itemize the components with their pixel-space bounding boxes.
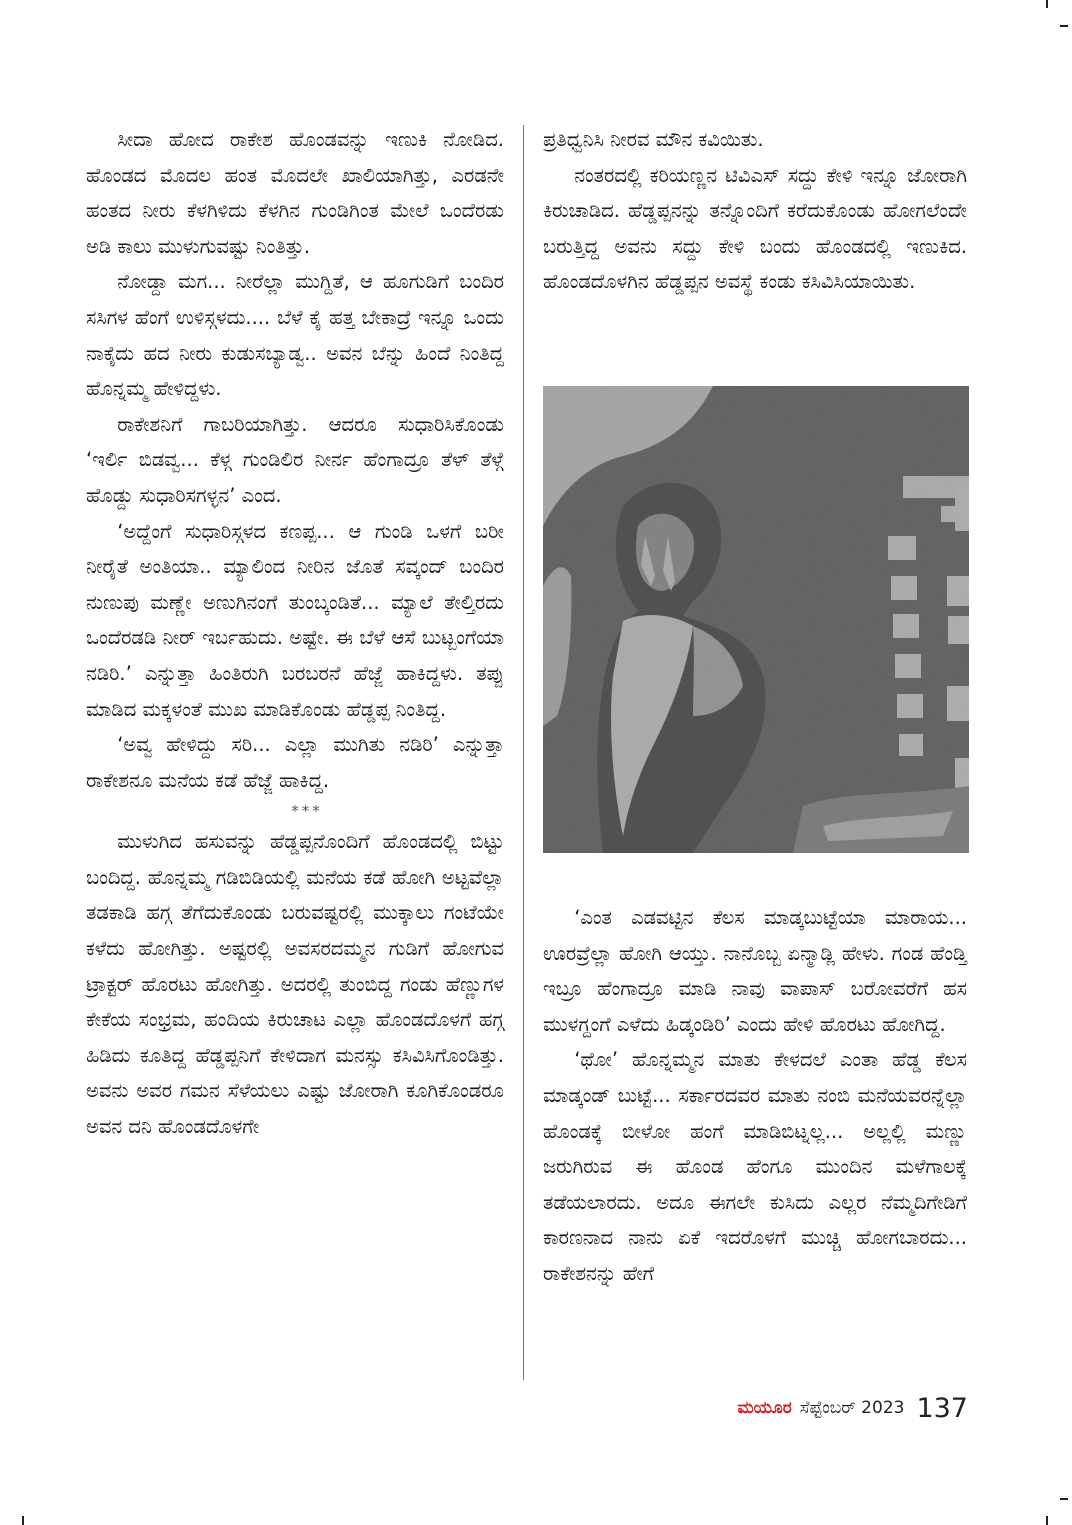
crop-mark-bottom-right [1046,1516,1048,1525]
paragraph: ನಂತರದಲ್ಲಿ ಕರಿಯಣ್ಣನ ಟಿವಿಎಸ್ ಸದ್ದು ಕೇಳಿ ಇನ್ನೂ ಜೋರಾಗಿ ಕಿರುಚಾಡಿದ. ಹೆಡ್ಡಪ್ಪನನ್ನು ತನ್ನೊಂದಿಗೆ ಕರೆದುಕೊಂಡು ಹೋಗಲೆಂದೇ ಬರುತ್ತಿದ್ದ ಅವನು ಸದ್ದು ಕೇಳಿ ಬಂದು ಹೊಂಡದಲ್ಲಿ ಇಣುಕಿದ. ಹೊಂಡದೊಳಗಿನ ಹೆಡ್ಡಪ್ಪನ ಅವಸ್ಥೆ ಕಂಡು ಕಸಿವಿಸಿಯಾಯಿತು. [543,163,967,294]
magazine-logo: ಮಯೂರ [737,1398,792,1418]
paragraph-continued: ಪ್ರತಿಧ್ವನಿಸಿ ನೀರವ ಮೌನ ಕವಿಯಿತು. [543,128,764,151]
paragraph: ಮುಳುಗಿದ ಹಸುವನ್ನು ಹೆಡ್ಡಪ್ಪನೊಂದಿಗೆ ಹೊಂಡದಲ್ಲಿ ಬಿಟ್ಟು ಬಂದಿದ್ದ. ಹೊನ್ನಮ್ಮ ಗಡಿಬಿಡಿಯಲ್ಲಿ ಮನೆಯ ಕಡೆ ಹೋಗಿ ಅಟ್ಟವೆಲ್ಲಾ ತಡಕಾಡಿ ಹಗ್ಗ ತೆಗೆದುಕೊಂಡು ಬರುವಷ್ಟರಲ್ಲಿ ಮುಕ್ಕಾಲು ಗಂಟೆಯೇ ಕಳೆದು ಹೋಗಿತ್ತು. ಅಷ್ಟರಲ್ಲಿ ಅವಸರದಮ್ಮನ ಗುಡಿಗೆ ಹೋಗುವ ಟ್ರಾಕ್ಟರ್ ಹೊರಟು ಹೋಗಿತ್ತು. ಅದರಲ್ಲಿ ತುಂಬಿದ್ದ ಗಂಡು ಹೆಣ್ಣುಗಳ ಕೇಕೆಯ ಸಂಭ್ರಮ, ಹಂದಿಯ ಕಿರುಚಾಟ ಎಲ್ಲಾ ಹೊಂಡದೊಳಗೆ ಹಗ್ಗ ಹಿಡಿದು ಕೂತಿದ್ದ ಹೆಡ್ಡಪ್ಪನಿಗೆ ಕೇಳಿದಾಗ ಮನಸ್ಸು ಕಸಿವಿಸಿಗೊಂಡಿತ್ತು. ಅವನು ಅವರ ಗಮನ ಸೆಳೆಯಲು ಎಷ್ಟು ಜೋರಾಗಿ ಕೂಗಿಕೊಂಡರೂ ಅವನ ದನಿ ಹೊಂಡದೊಳಗೇ [86,830,504,1139]
crop-mark-right-lower [1060,1498,1068,1500]
paragraph: ಸೀದಾ ಹೋದ ರಾಕೇಶ ಹೊಂಡವನ್ನು ಇಣುಕಿ ನೋಡಿದ. ಹೊಂಡದ ಮೊದಲ ಹಂತ ಮೊದಲೇ ಖಾಲಿಯಾಗಿತ್ತು, ಎರಡನೇ ಹಂತದ ನೀರು ಕೆಳಗಿಳಿದು ಕೆಳಗಿನ ಗುಂಡಿಗಿಂತ ಮೇಲೆ ಒಂದೆರಡು ಅಡಿ ಕಾಲು ಮುಳುಗುವಷ್ಟು ನಿಂತಿತ್ತು. [86,128,504,258]
right-column-top [543,122,967,300]
crop-mark-bottom-left [22,1516,24,1525]
page-number: 137 [916,1392,968,1424]
right-column-bottom [543,900,967,1292]
paragraph: ‘ಥೋ’ ಹೊನ್ನಮ್ಮನ ಮಾತು ಕೇಳದಲೆ ಎಂತಾ ಹೆಡ್ಡ ಕೆಲಸ ಮಾಡ್ಕಂಡ್ ಬುಟ್ಟೆ... ಸರ್ಕಾರದವರ ಮಾತು ನಂಬಿ ಮನೆಯವರನ್ನೆಲ್ಲಾ ಹೊಂಡಕ್ಕೆ ಬೀಳೋ ಹಂಗೆ ಮಾಡಿಬಿಟ್ನಲ್ಲ... ಅಲ್ಲಲ್ಲಿ ಮಣ್ಣು ಜರುಗಿರುವ ಈ ಹೊಂಡ ಹೆಂಗೂ ಮುಂದಿನ ಮಳೆಗಾಲಕ್ಕೆ ತಡೆಯಲಾರದು. ಅದೂ ಈಗಲೇ ಕುಸಿದು ಎಲ್ಲರ ನೆಮ್ಮದಿಗೇಡಿಗೆ ಕಾರಣನಾದ ನಾನು ಏಕೆ ಇದರೊಳಗೆ ಮುಚ್ಚಿ ಹೋಗಬಾರದು... ರಾಕೇಶನನ್ನು ಹೇಗೆ [543,1048,967,1285]
story-illustration [543,386,969,853]
section-separator: *** [291,802,323,821]
paragraph: ‘ಅವ್ವ ಹೇಳಿದ್ದು ಸರಿ... ಎಲ್ಲಾ ಮುಗಿತು ನಡಿರಿ’ ಎನ್ನುತ್ತಾ ರಾಕೇಶನೂ ಮನೆಯ ಕಡೆ ಹೆಜ್ಜೆ ಹಾಕಿದ್ದ. [86,733,504,792]
crop-mark-right-upper [1060,25,1068,27]
page-footer [706,1388,968,1428]
paragraph: ‘ಅದ್ದೆಂಗೆ ಸುಧಾರಿಸ್ಗಳದ ಕಣಪ್ಪ... ಆ ಗುಂಡಿ ಒಳಗೆ ಬರೀ ನೀರೈತೆ ಅಂತಿಯಾ.. ಮ್ಯಾಲಿಂದ ನೀರಿನ ಜೊತೆ ಸವ್ಕಂದ್ ಬಂದಿರ ನುಣುಪು ಮಣ್ಣೇ ಅಣುಗಿನಂಗೆ ತುಂಬ್ಕಂಡಿತೆ... ಮ್ಯಾಲೆ ತೇಲ್ತಿರದು ಒಂದೆರಡಡಿ ನೀರ್ ಇರ್ಬಹುದು. ಅಷ್ಟೇ. ಈ ಬೆಳೆ ಆಸೆ ಬುಟ್ಬಂಗೆಯಾ ನಡಿರಿ.’ ಎನ್ನುತ್ತಾ ಹಿಂತಿರುಗಿ ಬರಬರನೆ ಹೆಜ್ಜೆ ಹಾಕಿದ್ದಳು. ತಪ್ಪು ಮಾಡಿದ ಮಕ್ಕಳಂತೆ ಮುಖ ಮಾಡಿಕೊಂಡು ಹೆಡ್ಡಪ್ಪ ನಿಂತಿದ್ದ. [86,519,504,721]
issue-date: ಸೆಪ್ಟೆಂಬರ್ 2023 [799,1398,905,1418]
crop-mark-top-right [1046,0,1048,8]
column-divider [523,125,524,1380]
paragraph: ರಾಕೇಶನಿಗೆ ಗಾಬರಿಯಾಗಿತ್ತು. ಆದರೂ ಸುಧಾರಿಸಿಕೊಂಡು ‘ಇರ್ಲಿ ಬಿಡವ್ವ... ಕೆಳ್ಗ ಗುಂಡಿಲಿರ ನೀರ್ನ ಹೆಂಗಾದ್ರೂ ತೆಳ್ ತೆಳ್ಗೆ ಹೊಡ್ದು ಸುಧಾರಿಸಗಳ್ಳನ’ ಎಂದ. [86,412,504,507]
left-column [86,122,504,1145]
paragraph: ನೋಡ್ದಾ ಮಗ... ನೀರೆಲ್ಲಾ ಮುಗ್ದಿತೆ, ಆ ಹೂಗುಡಿಗೆ ಬಂದಿರ ಸಸಿಗಳ ಹೆಂಗೆ ಉಳಿಸ್ಗಳದು.... ಬೆಳೆ ಕೈ ಹತ್ತ ಬೇಕಾದ್ರೆ ಇನ್ನೂ ಒಂದು ನಾಕೈದು ಹದ ನೀರು ಕುಡುಸಬ್ಯಾಡ್ವ.. ಅವನ ಬೆನ್ನು ಹಿಂದೆ ನಿಂತಿದ್ದ ಹೊನ್ನಮ್ಮ ಹೇಳಿದ್ದಳು. [86,270,504,401]
paragraph: ‘ಎಂತ ಎಡವಟ್ಟಿನ ಕೆಲಸ ಮಾಡ್ಕಬುಟ್ಟೆಯಾ ಮಾರಾಯ... ಊರವ್ರೆಲ್ಲಾ ಹೋಗಿ ಆಯ್ತು. ನಾನೊಬ್ಬ ಏನ್ಮಾಡ್ಲಿ ಹೇಳು. ಗಂಡ ಹೆಂಡ್ತಿ ಇಬ್ರೂ ಹೆಂಗಾದ್ರೂ ಮಾಡಿ ನಾವು ವಾಪಾಸ್ ಬರೋವರೆಗೆ ಹಸ ಮುಳಗ್ದಂಗೆ ಎಳೆದು ಹಿಡ್ಕಂಡಿರಿ’ ಎಂದು ಹೇಳಿ ಹೊರಟು ಹೋಗಿದ್ದ. [543,906,967,1036]
